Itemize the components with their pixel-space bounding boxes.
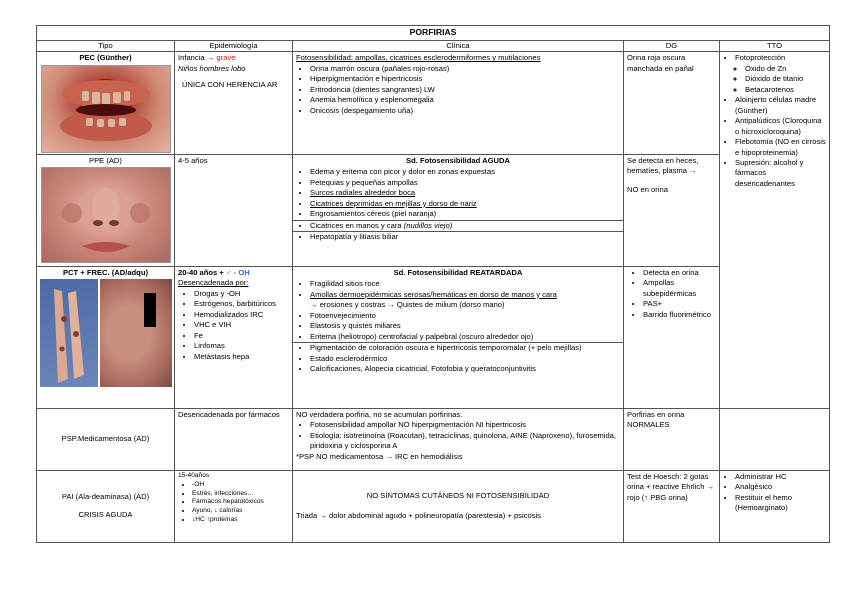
list-item <box>310 290 623 311</box>
list-item: • PAS+ <box>643 299 716 309</box>
ppe-tipo: PPE (AD) <box>89 155 122 165</box>
list-item: • -OH <box>192 481 289 490</box>
list-item: • Estado esclerodérmico <box>310 354 620 364</box>
list-item: • Fotosensibilidad ampollar NO hiperpigmentación NI hipertricosis <box>310 420 620 430</box>
list-item: • Hemodializados IRC <box>194 310 289 320</box>
pct-dg-list <box>627 268 716 320</box>
list-item: • Fe <box>194 331 289 341</box>
list-item: ◦ Óxido de Zn <box>745 64 826 74</box>
list-item: • Calcificaciones, Alopecia cicatricial, Fotofobia y queratoconjuntivitis <box>310 364 620 374</box>
list-item: ◦ Betacarotenos <box>745 85 826 95</box>
list-item: • Estrés, infecciones… <box>192 490 289 499</box>
pec-clin-header: Fotosensibilidad: ampollas, cicatrices esclerodermiformes y mutilaciones <box>296 53 541 63</box>
tto-list-2 <box>723 95 826 189</box>
list-item: • Petequias y pequeñas ampollas <box>310 178 623 188</box>
list-item: • Analgésico <box>735 482 826 492</box>
ppe-dg-1: Se detecta en heces, hematíes, plasma → <box>627 155 699 176</box>
list-item: • Ayuno, ↓ calorías <box>192 507 289 516</box>
pai-epi-list <box>178 481 289 525</box>
pct-face-censor <box>144 293 156 327</box>
row-pai <box>37 470 830 542</box>
list-item: • Edema y eritema con picor y dolor en zonas expuestas <box>310 167 623 177</box>
list-item: • Restituir el hemo (Hemoarginato) <box>735 493 826 514</box>
pec-teeth-photo <box>41 65 171 153</box>
pec-epi-line1 <box>178 53 289 63</box>
list-item: • Antipalúdicos (Cloroquina o hicroxicloroquina) <box>735 116 826 137</box>
psp-clin-cell <box>293 408 624 470</box>
pct-epi-cell <box>175 266 293 408</box>
porphyria-table <box>36 25 830 543</box>
pct-photos <box>40 279 171 389</box>
pai-clin-header: NO SÍNTOMAS CUTÁNEOS NI FOTOSENSIBILIDAD <box>366 491 550 501</box>
pec-epi-cell <box>175 52 293 154</box>
pct-amollas: Amollas dermoepidérmicas serosas/hemáticas en dorso de manos y cara <box>310 289 557 299</box>
ppe-epi-cell: 4-5 años <box>175 154 293 266</box>
title-row <box>37 26 830 41</box>
pai-clin-line: Triada → dolor abdominal agudo + polineuropatía (parestesia) + psicosis <box>296 510 541 520</box>
ppe-clin-sublist-1 <box>296 221 620 231</box>
header-dg: DG <box>624 40 720 51</box>
pct-clin-sublist <box>296 343 620 374</box>
pai-epi-line1: 15-40años <box>178 471 210 479</box>
list-item: • Estrógenos, barbitúricos <box>194 299 289 309</box>
pct-dg-cell <box>624 266 720 408</box>
list-item: • VHC e VIH <box>194 320 289 330</box>
pai-tipo-cell <box>37 470 175 542</box>
list-item: • Eritema (heliotropo) centrofacial y palpebral (oscuro alrededor ojo) <box>310 332 623 342</box>
psp-clin-line1: NO verdadera porfiria, no se acumulan porfirinas. <box>296 409 463 419</box>
header-clinica: Clínica <box>293 40 624 51</box>
list-item: • Aloinjerto células madre (Günther) <box>735 95 826 116</box>
tto-list <box>723 53 826 63</box>
list-item: • Engrosamientos céreos (piel naranja) <box>310 209 623 219</box>
pec-epi-line3: ÚNICA CON HERENCIA AR <box>182 80 278 90</box>
row-pct <box>37 266 830 408</box>
list-item: • Fotoenvejecimiento <box>310 311 623 321</box>
list-item: • Eritrodoncia (dientes sangrantes) LW <box>310 85 620 95</box>
psp-clin-list <box>296 420 620 451</box>
psp-epi-cell: Desencadenada por fármacos <box>175 408 293 470</box>
ppe-nudillos: (nudillos viejo) <box>403 220 453 230</box>
pct-hand-photo <box>40 279 98 387</box>
list-item: • Metástasis hepa <box>194 352 289 362</box>
ppe-clin-list <box>293 167 623 219</box>
ppe-face-photo <box>41 167 171 263</box>
psp-tipo-cell: PSP.Medicamentosa (AD) <box>37 408 175 470</box>
face-illustration <box>42 168 170 262</box>
list-item: • Linfomas <box>194 341 289 351</box>
list-item: • Fragilidad sitios roce <box>310 279 623 289</box>
psp-dg-cell: Porfirias en orina NORMALES <box>624 408 720 470</box>
teeth-illustration <box>42 66 170 152</box>
pct-clin-sub <box>293 342 623 374</box>
list-item: • Hepatopatía y litiasis biliar <box>310 232 620 242</box>
list-item: • Onicosis (despegamiento uña) <box>310 106 620 116</box>
pct-clin-header: Sd. Fotosensibilidad REATARDADA <box>393 267 523 277</box>
pct-epi-male: ♂ - OH <box>225 267 250 277</box>
header-row <box>37 40 830 51</box>
list-item: • Barrido fluorimétrico <box>643 310 716 320</box>
pec-clin-list <box>296 64 620 116</box>
pec-tipo-cell <box>37 52 175 154</box>
ppe-clin-cell <box>293 154 624 266</box>
pct-clin-list <box>293 279 623 342</box>
list-item: • Orina marrón oscura (pañales rojo-rosas) <box>310 64 620 74</box>
table-title: PORFIRIAS <box>37 26 830 41</box>
list-item: • Flebotomía (NO en cirrosis e hipoproteinemia) <box>735 137 826 158</box>
list-item: ◦ Dióxido de titanio <box>745 74 826 84</box>
list-item: • Pigmentación de coloración oscura e hipertricosis temporomalar (+ pelo mejillas) <box>310 343 620 353</box>
pct-clin-cell <box>293 266 624 408</box>
pai-clin-cell <box>293 470 624 542</box>
ppe-clin-sub-2 <box>293 231 623 242</box>
list-item: • ↓HC ↑proteínas <box>192 516 289 525</box>
ppe-dg-cell <box>624 154 720 266</box>
list-item: • Detecta en orina <box>643 268 716 278</box>
psp-tto-cell <box>720 408 830 470</box>
pec-tipo: PEC (Günther) <box>79 53 132 63</box>
list-item: • Fármacos hepatotóxicos <box>192 498 289 507</box>
pct-epi-trigger: Desencadenada por: <box>178 278 249 288</box>
pai-tipo2: CRISIS AGUDA <box>78 510 133 520</box>
pct-face-photo <box>100 279 172 387</box>
row-pec <box>37 52 830 154</box>
ppe-tipo-cell <box>37 154 175 266</box>
pec-epi-grave: grave <box>216 53 236 63</box>
psp-clin-note: *PSP NO medicamentosa → IRC en hemodiálisis <box>296 451 463 461</box>
tto-shared-cell <box>720 52 830 408</box>
list-item: • Anemia hemolítica y esplenomegalia <box>310 95 620 105</box>
ppe-clin-header: Sd. Fotosensibilidad AGUDA <box>406 155 510 165</box>
pct-erosiones: → erosiones y costras → Quistes de milium (dorso mano) <box>310 300 505 310</box>
row-psp <box>37 408 830 470</box>
pai-tto-list <box>723 472 826 514</box>
header-tipo: Tipo <box>37 40 175 51</box>
pct-epi-line1 <box>178 268 289 278</box>
pec-epi-line2: Niños hombres lobo <box>178 63 246 73</box>
pct-epi-list <box>178 289 289 362</box>
list-item: • Cicatrices deprimidas en mejillas y dorso de nariz <box>310 199 623 209</box>
pct-epi-age: 20-40 años + <box>178 267 226 277</box>
list-item: • Ampollas subepidérmicas <box>643 278 716 299</box>
tto-sublist <box>723 64 826 95</box>
list-item: • Supresión: alcohol y fármacos desencadenantes <box>735 158 826 189</box>
list-item: • Elastosis y quistes miliares <box>310 321 623 331</box>
pai-tipo: PAI (Ala-deaminasa) (AD) <box>61 491 150 501</box>
list-item: • Fotoprotección <box>735 53 826 63</box>
pai-epi-cell <box>175 470 293 542</box>
row-ppe <box>37 154 830 266</box>
pec-epi-infancia: Infancia → <box>178 53 217 63</box>
list-item: • Drogas y -OH <box>194 289 289 299</box>
list-item <box>310 221 620 231</box>
list-item: • Etiología: isotretinoína (Roacutan), tetraciclinas, quinolona, AINE (Naproxeno), furosemida, piridoxina y ciclosporina A <box>310 431 620 452</box>
header-epidemiologia: Epidemiología <box>175 40 293 51</box>
hand-illustration <box>40 279 98 387</box>
header-tto: TTO <box>720 40 830 51</box>
list-item: • Hiperpigmentación e hipertricosis <box>310 74 620 84</box>
ppe-clin-sublist-2 <box>296 232 620 242</box>
pai-dg-cell: Test de Hoesch: 2 gotas orina + reactive Ehrlich → rojo (↑ PBG orina) <box>624 470 720 542</box>
ppe-clin-sub-1 <box>293 220 623 231</box>
list-item: • Surcos radiales alrededor boca <box>310 188 623 198</box>
ppe-dg-2: NO en orina <box>627 184 668 194</box>
pai-tto-cell <box>720 470 830 542</box>
pct-tipo-cell <box>37 266 175 408</box>
pec-dg-cell: Orina roja oscura manchada en pañal <box>624 52 720 154</box>
list-item: • Administrar HC <box>735 472 826 482</box>
ppe-cicatrices: Cicatrices en manos y cara <box>310 220 404 230</box>
pct-tipo: PCT + FREC. (AD/adqu) <box>62 267 148 277</box>
pec-clin-cell <box>293 52 624 154</box>
